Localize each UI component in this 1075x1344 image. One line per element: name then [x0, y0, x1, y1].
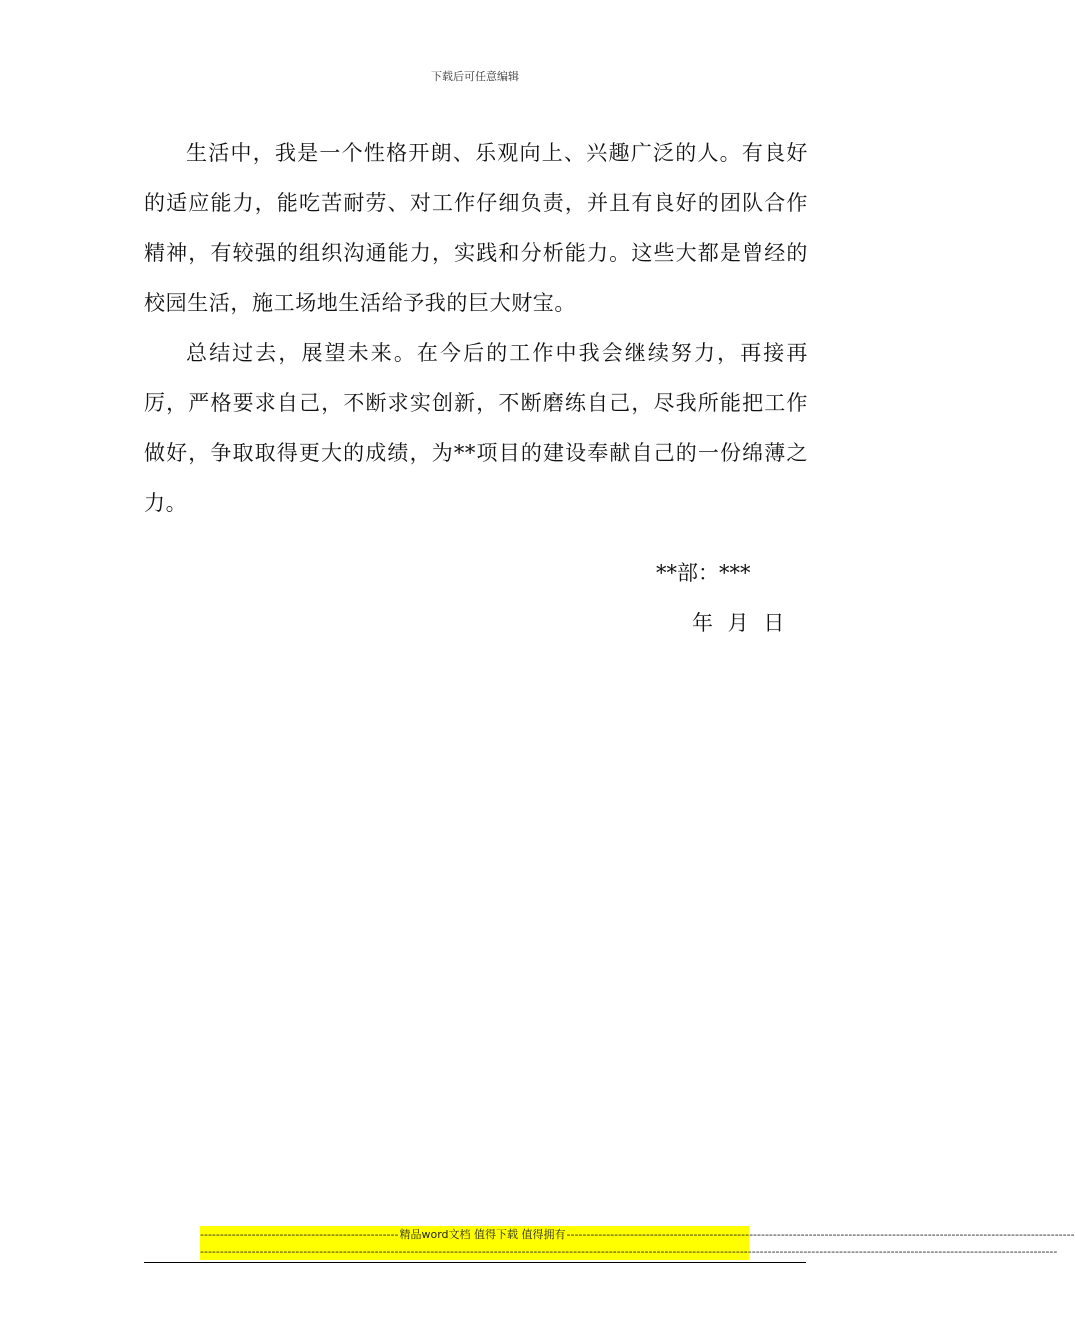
paragraph-2: 总结过去，展望未来。在今后的工作中我会继续努力，再接再厉，严格要求自己，不断求实创新，不断磨练自己，尽我所能把工作做好，争取取得更大的成绩，为**项目的建设奉献自己的一份绵薄之力。 — [144, 341, 808, 515]
dash-filler-left: -------------------------------------------------- — [200, 1228, 399, 1241]
signature-department: **部：*** — [656, 561, 751, 585]
signature-block — [600, 548, 800, 648]
footer-banner-row-1 — [200, 1226, 1075, 1243]
footer-banner-row-2 — [200, 1243, 1058, 1260]
dash-filler-full: ------------------------------------------------------------------------------------------------------------------------------------------------------------------------------------------------------------------------ — [200, 1245, 1058, 1258]
signature-date: 年 月 日 — [692, 611, 785, 635]
footer-banner-text: 精品word文档 值得下载 值得拥有 — [399, 1228, 566, 1241]
header-note: 下载后可任意编辑 — [431, 70, 519, 83]
document-body — [144, 128, 808, 528]
footer-rule — [144, 1262, 806, 1263]
dash-filler-right: -------------------------------------------------------------------------------------------------------------------------------- — [566, 1228, 1075, 1241]
paragraph-1: 生活中，我是一个性格开朗、乐观向上、兴趣广泛的人。有良好的适应能力，能吃苦耐劳、对工作仔细负责，并且有良好的团队合作精神，有较强的组织沟通能力，实践和分析能力。这些大都是曾经的校园生活，施工场地生活给予我的巨大财宝。 — [144, 141, 808, 315]
footer-banner — [200, 1226, 1075, 1260]
